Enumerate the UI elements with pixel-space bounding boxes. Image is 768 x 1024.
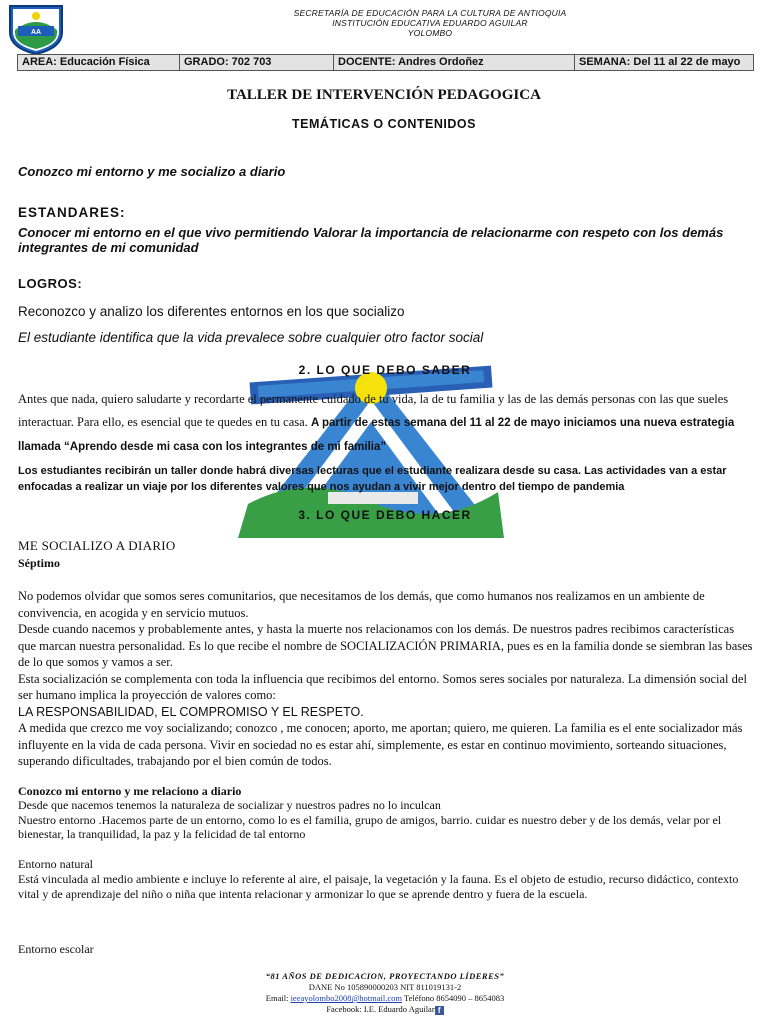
header-line-1: SECRETARÍA DE EDUCACIÓN PARA LA CULTURA DE ANTIOQUIA [293,8,567,18]
page-title: TALLER DE INTERVENCIÓN PEDAGOGICA [227,87,541,103]
intro-text: Antes que nada, quiero saludarte y recordarte el permanente cuidado de tu vida, la de tu familia y las de las demás personas con las que sueles interactuar. Para ello, es esencial que te quedes en tu casa. [18,392,729,429]
semana-cell: SEMANA: Del 11 al 22 de mayo [579,56,741,68]
footer-dane: DANE No 105890000203 NIT 811019131-2 [308,982,462,992]
intro-paragraph [18,388,753,459]
facebook-icon[interactable]: f [435,1006,444,1015]
entorno-escolar-heading: Entorno escolar [18,942,94,956]
footer-email-link[interactable]: ieeayolombo2008@hotmail.com [290,993,403,1003]
conozco-line-1: Desde que nacemos tenemos la naturaleza de socializar y nuestros padres no lo inculcan [18,798,441,812]
school-crest-logo [4,2,68,56]
svg-text:AA: AA [30,29,42,36]
page-subtitle: TEMÁTICAS O CONTENIDOS [292,117,476,131]
body-line-5: A medida que crezco me voy socializando; conozco , me conocen; aporto, me aportan; quiero, me quieren. La familia es el ente socializador más influyente en la vida de cada persona. Vivir en sociedad no es estar ahí, simplemente, es estar en continuo movimiento, sorteando situaciones, superando dificultades, trabajando por el bien común de todos. [18,721,743,768]
entorno-natural-heading: Entorno natural [18,857,93,871]
logros-heading: LOGROS: [18,276,83,291]
area-cell: AREA: Educación Física [18,55,180,70]
topic-heading: Conozco mi entorno y me socializo a diario [18,164,286,179]
header-line-3: YOLOMBO [407,28,453,38]
section-lo-que-debo-saber: 2. LO QUE DEBO SABER [298,363,472,377]
header-line-2: INSTITUCIÓN EDUCATIVA EDUARDO AGUILAR [332,18,528,28]
intro-strategy-text: A partir de estas semana del 11 al 22 de mayo iniciamos una nueva estrategia llamada “Aprendo desde mi casa con los integrantes de mi familia” [18,417,735,453]
course-info-bar [17,54,754,71]
footer-slogan: “81 AÑOS DE DEDICACION, PROYECTANDO LÍDERES” [265,971,505,981]
footer-phone: Teléfono 8654090 – 8654083 [404,993,505,1003]
page-footer [180,971,590,1015]
conozco-line-2: Nuestro entorno .Hacemos parte de un entorno, como lo es el familia, grupo de amigos, barrio. cuidar es nuestro deber y de los demás, velar por el bienestar, la tranquilidad, la paz y la felicidad de tal entorno [18,812,722,841]
conozco-body [18,798,753,842]
estandares-heading: ESTANDARES: [18,205,126,220]
footer-facebook-text: Facebook: I.E. Eduardo Aguilar [326,1004,435,1014]
socialization-body [18,588,753,770]
body-line-2: Desde cuando nacemos y probablemente antes, y hasta la muerte nos relacionamos con los demás. De nuestros padres recibimos características que marcan nuestra personalidad. Es lo que recibe el nombre de SOCIALIZACIÓN PRIMARIA, pues es en la familia donde se siembran las bases de lo que somos y vamos a ser. [18,622,753,669]
body-line-3: Esta socialización se complementa con toda la influencia que recibimos del entorno. Somos seres sociales por naturaleza. La dimensión social del ser humano implica la proyección de valores como: [18,671,747,702]
logro-item-1: Reconozco y analizo los diferentes entornos en los que socializo [18,304,405,319]
docente-cell: DOCENTE: Andres Ordoñez [334,55,575,70]
section-lo-que-debo-hacer: 3. LO QUE DEBO HACER [298,508,472,522]
institution-header [150,8,710,38]
students-paragraph: Los estudiantes recibirán un taller donde habrá diversas lecturas que el estudiante realizara desde su casa. Las actividades van a estar enfocadas a realizar un viaje por los diferentes valores que nos ayudan a vivir mejor dentro del tiempo de pandemia [18,465,727,493]
footer-contact [180,993,590,1004]
grado-cell: GRADO: 702 703 [180,55,334,70]
entorno-natural-text: Está vinculada al medio ambiente e incluye lo referente al aire, el paisaje, la vegetación y la fauna. Es el objeto de estudio, recurso didáctico, contexto vital y de aprendizaje del niño o niña que intenta relacionar y armonizar lo que se aprende dentro y fuera de la escuela. [18,872,739,901]
body-line-1: No podemos olvidar que somos seres comunitarios, que necesitamos de los demás, que como humanos nos realizamos en un ambiente de convivencia, en acogida y en servicio mutuos. [18,589,705,620]
logro-item-2: El estudiante identifica que la vida prevalece sobre cualquier otro factor social [18,330,484,345]
footer-facebook [180,1004,590,1015]
grade-label: Séptimo [18,556,60,570]
footer-email-label: Email: [265,993,289,1003]
me-socializo-heading: ME SOCIALIZO A DIARIO [18,538,176,553]
conozco-heading: Conozco mi entorno y me relaciono a diario [18,784,242,798]
estandares-text: Conocer mi entorno en el que vivo permitiendo Valorar la importancia de relacionarme con respeto con los demás integrantes de mi comunidad [18,225,724,255]
body-line-values: LA RESPONSABILIDAD, EL COMPROMISO Y EL RESPETO. [18,704,364,719]
